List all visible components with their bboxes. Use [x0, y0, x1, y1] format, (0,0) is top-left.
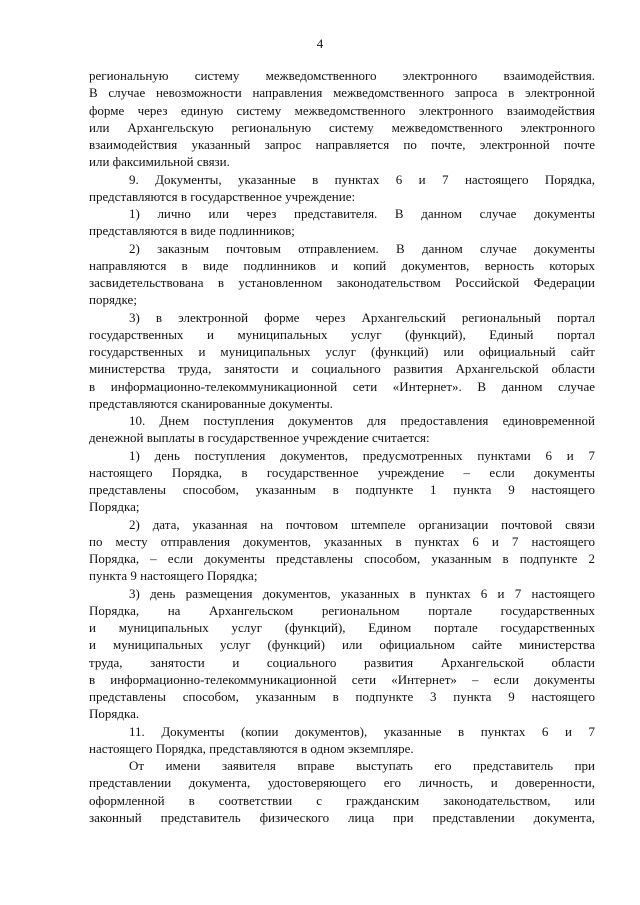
text-line: Порядка, на Архангельском региональном портале государственных [89, 602, 595, 618]
page-number: 4 [316, 36, 324, 51]
text-line: или факсимильной связи. [89, 154, 230, 170]
text-line: и муниципальных услуг (функций) или официальном сайте министерства [89, 637, 595, 653]
text-line: взаимодействия указанный запрос направляется по почте, электронной почте [89, 137, 595, 152]
document-body [89, 67, 595, 826]
text-line: настоящего Порядка, в государственное учреждение – если документы [89, 464, 595, 480]
text-line: направляются в виде подлинников и копий документов, верность которых [89, 257, 595, 273]
text-line: В случае невозможности направления межведомственного запроса в электронной [89, 85, 595, 101]
text-line: От имени заявителя вправе выступать его представитель при [129, 758, 595, 773]
text-line: региональную систему межведомственного электронного взаимодействия. [89, 68, 595, 83]
text-line: пункта 9 настоящего Порядка; [89, 568, 258, 584]
text-line: 1) лично или через представителя. В данном случае документы [129, 206, 595, 221]
text-line: 2) заказным почтовым отправлением. В данном случае документы [129, 240, 595, 256]
text-line: 9. Документы, указанные в пунктах 6 и 7 настоящего Порядка, [129, 171, 595, 187]
text-line: по месту отправления документов, указанных в пунктах 6 и 7 настоящего [89, 533, 595, 549]
text-line: или Архангельскую региональную систему межведомственного электронного [89, 119, 595, 135]
text-line: представляются в виде подлинников; [89, 223, 295, 239]
text-line: представляются сканированные документы. [89, 395, 334, 411]
text-line: засвидетельствована в установленном законодательством Российской Федерации [89, 275, 595, 290]
text-line: государственных и муниципальных услуг (функций), Единый портал [89, 326, 595, 342]
text-line: государственных и муниципальных услуг (функций) или официальный сайт [89, 344, 595, 359]
text-line: в информационно-телекоммуникационной сети «Интернет» – если документы [89, 671, 595, 687]
text-line: в информационно-телекоммуникационной сети «Интернет». В данном случае [89, 378, 595, 394]
text-line: 2) дата, указанная на почтовом штемпеле организации почтовой связи [129, 516, 595, 532]
text-line: оформленной в соответствии с гражданским законодательством, или [89, 792, 595, 808]
text-line: представляются в государственное учреждение: [89, 188, 356, 204]
text-line: Порядка; [89, 499, 140, 515]
text-line: 3) день размещения документов, указанных в пунктах 6 и 7 настоящего [129, 585, 595, 601]
text-line: представлены способом, указанным в подпункте 1 пункта 9 настоящего [89, 482, 595, 497]
text-line: денежной выплаты в государственное учреждение считается: [89, 430, 430, 446]
text-line: форме через единую систему межведомственного электронного взаимодействия [89, 102, 595, 118]
text-line: Порядка, – если документы представлены способом, указанным в подпункте 2 [89, 551, 595, 566]
text-line: министерства труда, занятости и социального развития Архангельской области [89, 361, 595, 377]
text-line: настоящего Порядка, представляются в одном экземпляре. [89, 740, 414, 756]
text-line: труда, занятости и социального развития Архангельской области [89, 654, 595, 670]
text-line: 1) день поступления документов, предусмотренных пунктами 6 и 7 [129, 447, 595, 463]
text-line: порядке; [89, 292, 137, 308]
text-line: представлении документа, удостоверяющего его личность, и доверенности, [89, 775, 595, 791]
text-line: 3) в электронной форме через Архангельский региональный портал [129, 309, 595, 325]
text-line: 10. Днем поступления документов для предоставления единовременной [129, 413, 595, 428]
text-line: и муниципальных услуг (функций), Едином портале государственных [89, 620, 595, 635]
text-line: Порядка. [89, 706, 140, 722]
text-line: законный представитель физического лица при представлении документа, [89, 809, 595, 825]
text-line: представлены способом, указанным в подпункте 3 пункта 9 настоящего [89, 689, 595, 704]
text-line: 11. Документы (копии документов), указанные в пунктах 6 и 7 [129, 723, 595, 739]
